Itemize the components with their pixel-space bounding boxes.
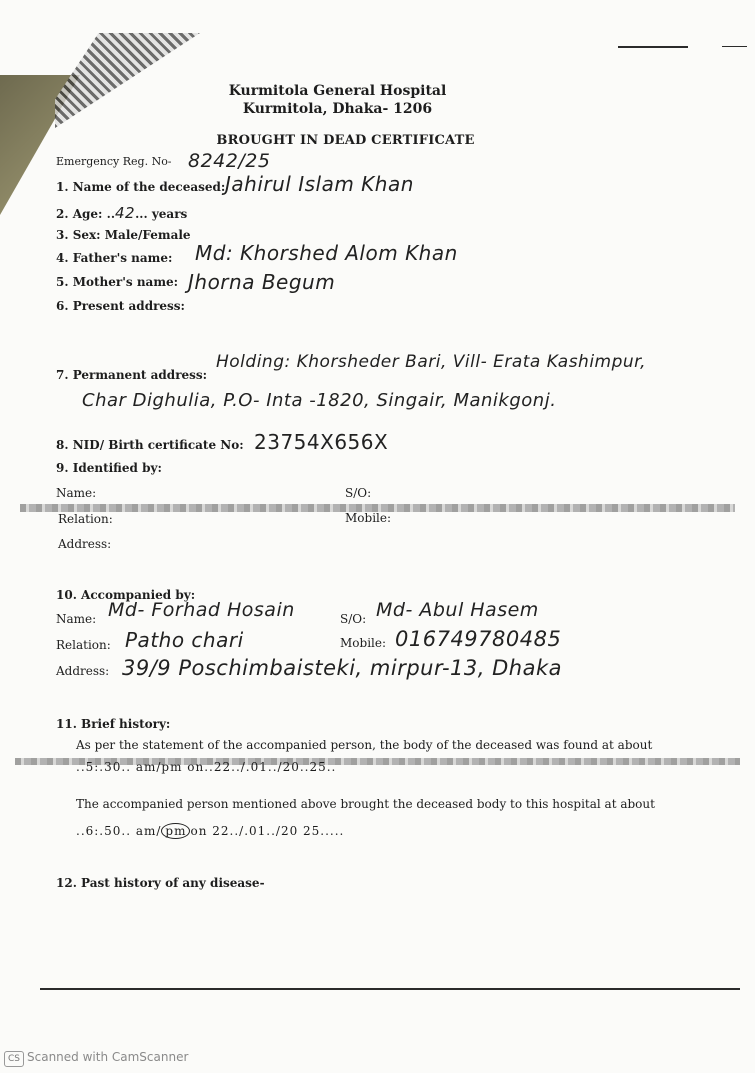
history-found-time: ..5:.30.. am/pm on..22../.01../20..25.. [76,760,337,774]
identified-address-label: Address: [58,537,112,551]
deceased-name-label: 1. Name of the deceased: [56,180,226,194]
accompanied-name-value: Md- Forhad Hosain [108,599,295,621]
emergency-reg-label: Emergency Reg. No- [56,155,172,168]
accompanied-so-value: Md- Abul Hasem [376,599,539,621]
brought-time-post: on 22../.01../20 25..... [190,824,345,838]
mother-name-value: Jhorna Begum [188,270,336,294]
history-brought-sentence: The accompanied person mentioned above brought the deceased body to this hospital at about [76,797,655,811]
permanent-address-line1: Holding: Khorsheder Bari, Vill- Erata Kashimpur, [216,352,647,372]
nid-value: 23754X656X [254,430,389,454]
history-brought-time [76,823,344,839]
scanner-watermark [4,1050,188,1067]
accompanied-address-label: Address: [56,664,110,678]
identified-mobile-label: Mobile: [345,511,392,525]
pm-circled: pm [161,823,190,839]
accompanied-mobile-value: 016749780485 [395,627,562,651]
father-name-label: 4. Father's name: [56,251,173,265]
camscanner-logo-icon: CS [4,1051,24,1067]
brought-time-pre: ..6:.50.. am/ [76,824,162,838]
accompanied-so-label: S/O: [340,612,367,626]
accompanied-name-label: Name: [56,612,97,626]
identified-relation-label: Relation: [58,512,113,526]
age-label: 2. Age: .. [56,207,116,221]
past-history-heading: 12. Past history of any disease- [56,876,265,890]
edge-line-top [618,46,688,48]
brief-history-heading: 11. Brief history: [56,717,171,731]
hospital-location: Kurmitola, Dhaka- 1206 [242,101,433,117]
age-field [56,204,187,222]
hospital-name: Kurmitola General Hospital [228,83,447,99]
deceased-name-value: Jahirul Islam Khan [225,172,414,196]
present-address-label: 6. Present address: [56,299,185,313]
accompanied-relation-value: Patho chari [125,628,244,652]
permanent-address-label: 7. Permanent address: [56,368,208,382]
sex-label: 3. Sex: Male/Female [56,228,191,242]
bottom-rule [40,988,740,990]
accompanied-mobile-label: Mobile: [340,636,387,650]
scanner-watermark-text: Scanned with CamScanner [27,1050,189,1064]
certificate-title: BROUGHT IN DEAD CERTIFICATE [216,133,475,148]
edge-line-top-right [722,46,747,47]
mother-name-label: 5. Mother's name: [56,275,179,289]
father-name-value: Md: Khorshed Alom Khan [195,241,458,265]
accompanied-address-value: 39/9 Poschimbaisteki, mirpur-13, Dhaka [122,656,562,680]
identified-so-label: S/O: [345,486,372,500]
identified-name-label: Name: [56,486,97,500]
accompanied-heading: 10. Accompanied by: [56,588,196,602]
permanent-address-line2: Char Dighulia, P.O- Inta -1820, Singair, Manikgonj. [82,390,557,411]
history-statement: As per the statement of the accompanied person, the body of the deceased was found at about [76,738,653,752]
accompanied-relation-label: Relation: [56,638,111,652]
age-unit: ... years [135,207,188,221]
emergency-reg-value: 8242/25 [188,150,271,172]
nid-label: 8. NID/ Birth certificate No: [56,438,244,452]
identified-by-label: 9. Identified by: [56,461,162,475]
age-value: 42 [115,204,136,222]
